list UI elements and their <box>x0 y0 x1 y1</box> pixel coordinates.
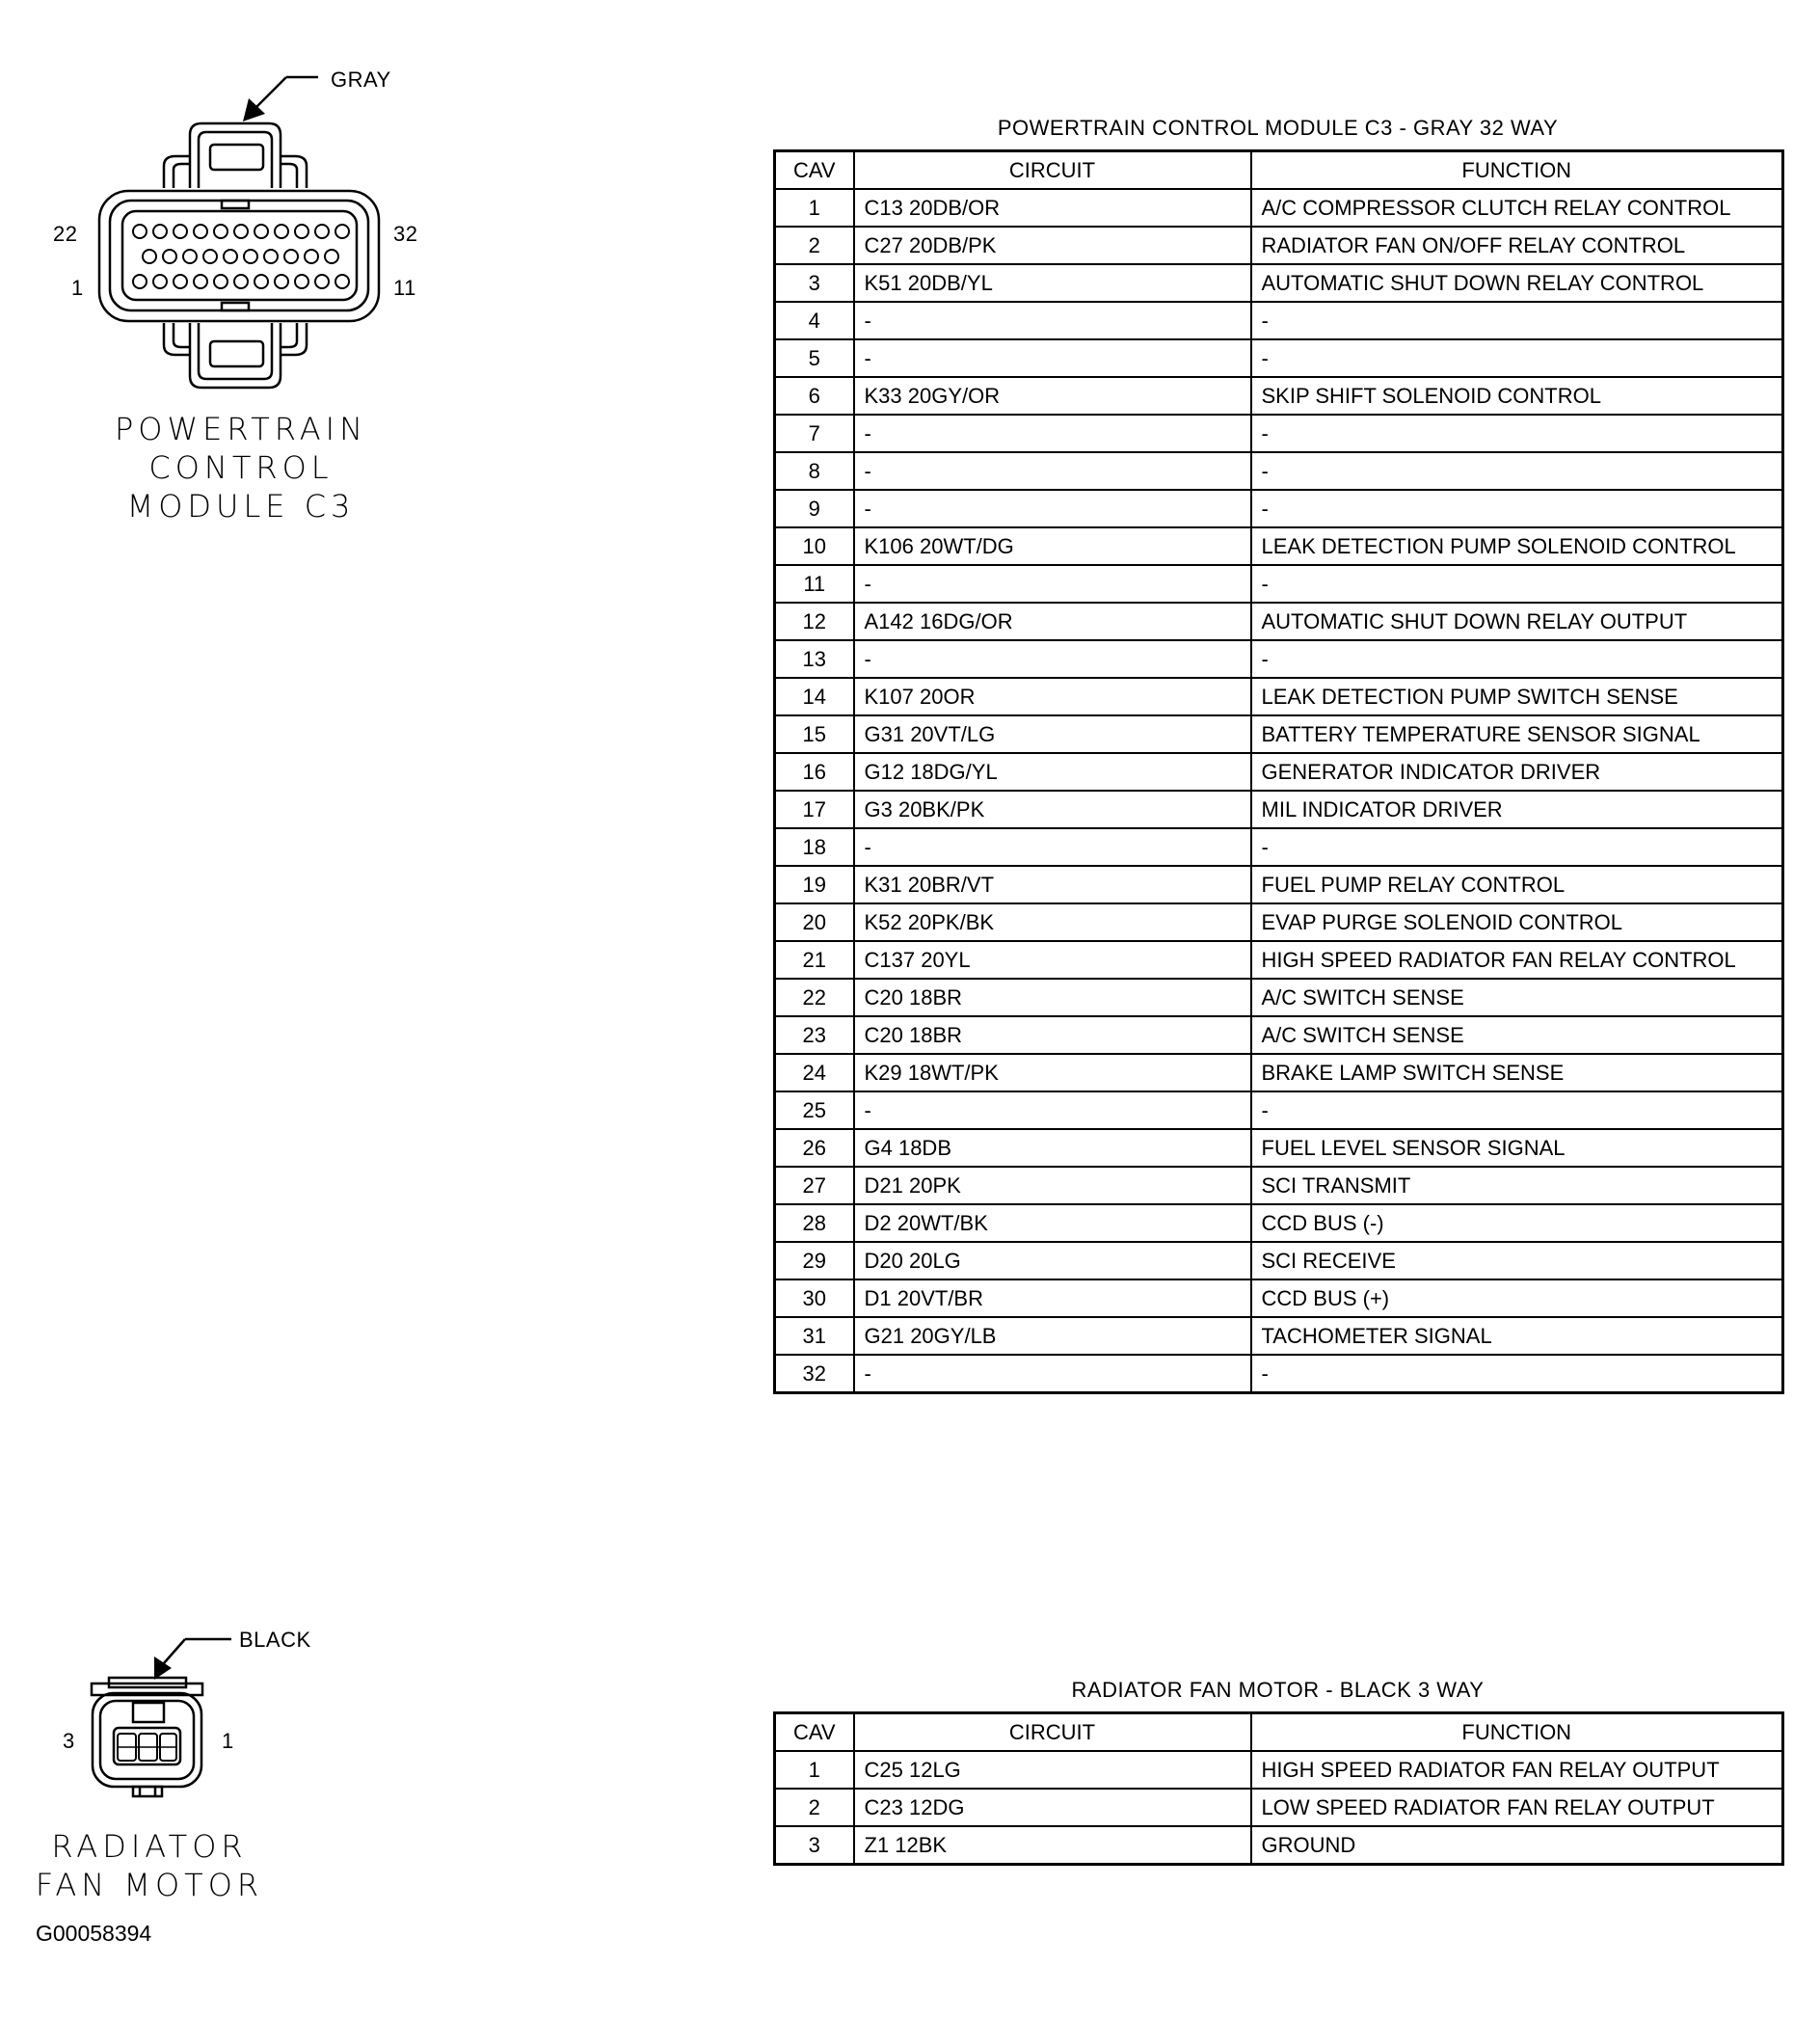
cell-circuit: D20 20LG <box>854 1242 1251 1279</box>
cell-function: FUEL LEVEL SENSOR SIGNAL <box>1251 1129 1783 1167</box>
cell-function: - <box>1251 452 1783 490</box>
cell-function: A/C SWITCH SENSE <box>1251 1016 1783 1054</box>
table-row <box>775 1751 1783 1789</box>
cell-cav: 13 <box>775 640 854 678</box>
table-row <box>775 227 1783 264</box>
table-row <box>775 1317 1783 1355</box>
cell-circuit: - <box>854 302 1251 339</box>
table-row <box>775 715 1783 753</box>
cell-function: RADIATOR FAN ON/OFF RELAY CONTROL <box>1251 227 1783 264</box>
pin-label-3: 3 <box>63 1729 75 1753</box>
cell-circuit: D21 20PK <box>854 1167 1251 1204</box>
cell-circuit: C137 20YL <box>854 941 1251 979</box>
table-row <box>775 640 1783 678</box>
cell-function: A/C COMPRESSOR CLUTCH RELAY CONTROL <box>1251 189 1783 227</box>
table-row <box>775 828 1783 866</box>
cell-circuit: K106 20WT/DG <box>854 527 1251 565</box>
pcm-connector-caption <box>96 410 386 525</box>
cell-circuit: - <box>854 452 1251 490</box>
table-row <box>775 1091 1783 1129</box>
cell-cav: 2 <box>775 1789 854 1826</box>
cell-cav: 15 <box>775 715 854 753</box>
cell-cav: 3 <box>775 264 854 302</box>
table-row <box>775 1242 1783 1279</box>
caption-line: POWERTRAIN <box>115 411 367 447</box>
cell-cav: 24 <box>775 1054 854 1091</box>
pin-grid <box>133 225 349 288</box>
table-row <box>775 415 1783 452</box>
cell-function: GROUND <box>1251 1826 1783 1865</box>
table-row <box>775 1279 1783 1317</box>
cell-function: GENERATOR INDICATOR DRIVER <box>1251 753 1783 791</box>
cell-function: - <box>1251 490 1783 527</box>
cell-circuit: - <box>854 565 1251 603</box>
header-cav: CAV <box>775 1713 854 1752</box>
table-row <box>775 791 1783 828</box>
cell-cav: 10 <box>775 527 854 565</box>
table-row <box>775 1789 1783 1826</box>
cell-circuit: K33 20GY/OR <box>854 377 1251 415</box>
cell-circuit: G31 20VT/LG <box>854 715 1251 753</box>
cell-circuit: - <box>854 339 1251 377</box>
pin-label-32: 32 <box>393 222 418 246</box>
cell-cav: 1 <box>775 189 854 227</box>
table-row <box>775 302 1783 339</box>
cell-function: - <box>1251 415 1783 452</box>
cell-circuit: C20 18BR <box>854 979 1251 1016</box>
cell-circuit: - <box>854 1355 1251 1393</box>
table-row <box>775 490 1783 527</box>
cell-cav: 20 <box>775 903 854 941</box>
cell-function: EVAP PURGE SOLENOID CONTROL <box>1251 903 1783 941</box>
cell-function: - <box>1251 565 1783 603</box>
header-function: FUNCTION <box>1251 1713 1783 1752</box>
cell-circuit: C25 12LG <box>854 1751 1251 1789</box>
cell-circuit: G4 18DB <box>854 1129 1251 1167</box>
cell-circuit: - <box>854 415 1251 452</box>
cell-function: HIGH SPEED RADIATOR FAN RELAY CONTROL <box>1251 941 1783 979</box>
table-row <box>775 377 1783 415</box>
cell-function: BRAKE LAMP SWITCH SENSE <box>1251 1054 1783 1091</box>
caption-line: CONTROL <box>148 449 334 486</box>
table-header-row <box>775 151 1783 190</box>
cell-function: SCI TRANSMIT <box>1251 1167 1783 1204</box>
cell-function: BATTERY TEMPERATURE SENSOR SIGNAL <box>1251 715 1783 753</box>
cell-circuit: C13 20DB/OR <box>854 189 1251 227</box>
cell-cav: 21 <box>775 941 854 979</box>
cell-function: SCI RECEIVE <box>1251 1242 1783 1279</box>
fan-connector-color-label: BLACK <box>239 1628 311 1652</box>
table-header-row <box>775 1713 1783 1752</box>
cell-circuit: Z1 12BK <box>854 1826 1251 1865</box>
cell-function: - <box>1251 1091 1783 1129</box>
cell-function: - <box>1251 828 1783 866</box>
table-row <box>775 565 1783 603</box>
cell-cav: 12 <box>775 603 854 640</box>
cell-circuit: K29 18WT/PK <box>854 1054 1251 1091</box>
header-function: FUNCTION <box>1251 151 1783 190</box>
cell-function: AUTOMATIC SHUT DOWN RELAY OUTPUT <box>1251 603 1783 640</box>
cell-circuit: - <box>854 640 1251 678</box>
cell-function: CCD BUS (+) <box>1251 1279 1783 1317</box>
table-row <box>775 678 1783 715</box>
header-circuit: CIRCUIT <box>854 151 1251 190</box>
cell-cav: 3 <box>775 1826 854 1865</box>
cell-function: - <box>1251 640 1783 678</box>
cell-circuit: G12 18DG/YL <box>854 753 1251 791</box>
cell-function: MIL INDICATOR DRIVER <box>1251 791 1783 828</box>
cell-circuit: D1 20VT/BR <box>854 1279 1251 1317</box>
cell-cav: 23 <box>775 1016 854 1054</box>
cell-circuit: K31 20BR/VT <box>854 866 1251 903</box>
table-row <box>775 1167 1783 1204</box>
caption-line: MODULE C3 <box>126 488 356 525</box>
table-row <box>775 866 1783 903</box>
caption-line: RADIATOR <box>51 1828 248 1865</box>
table-row <box>775 979 1783 1016</box>
cell-function: - <box>1251 1355 1783 1393</box>
pcm-pinout-table <box>773 149 1784 1394</box>
cell-function: - <box>1251 302 1783 339</box>
cell-cav: 32 <box>775 1355 854 1393</box>
cell-circuit: G21 20GY/LB <box>854 1317 1251 1355</box>
cell-function: SKIP SHIFT SOLENOID CONTROL <box>1251 377 1783 415</box>
pcm-c3-connector-icon <box>99 123 379 388</box>
cell-circuit: A142 16DG/OR <box>854 603 1251 640</box>
cell-cav: 6 <box>775 377 854 415</box>
cell-function: HIGH SPEED RADIATOR FAN RELAY OUTPUT <box>1251 1751 1783 1789</box>
table-row <box>775 1129 1783 1167</box>
cell-circuit: G3 20BK/PK <box>854 791 1251 828</box>
cell-cav: 1 <box>775 1751 854 1789</box>
cell-cav: 18 <box>775 828 854 866</box>
cell-cav: 14 <box>775 678 854 715</box>
cell-function: LEAK DETECTION PUMP SOLENOID CONTROL <box>1251 527 1783 565</box>
cell-function: FUEL PUMP RELAY CONTROL <box>1251 866 1783 903</box>
cell-cav: 5 <box>775 339 854 377</box>
cell-function: CCD BUS (-) <box>1251 1204 1783 1242</box>
cell-circuit: - <box>854 1091 1251 1129</box>
figure-id: G00058394 <box>36 1921 152 1946</box>
pin-label-1: 1 <box>71 276 84 300</box>
cell-function: LOW SPEED RADIATOR FAN RELAY OUTPUT <box>1251 1789 1783 1826</box>
cell-circuit: K52 20PK/BK <box>854 903 1251 941</box>
header-cav: CAV <box>775 151 854 190</box>
cell-cav: 2 <box>775 227 854 264</box>
table-row <box>775 903 1783 941</box>
cell-cav: 22 <box>775 979 854 1016</box>
cell-function: TACHOMETER SIGNAL <box>1251 1317 1783 1355</box>
table-row <box>775 1054 1783 1091</box>
cell-cav: 9 <box>775 490 854 527</box>
gray-leader-arrow-icon <box>243 77 318 121</box>
pcm-table-title: POWERTRAIN CONTROL MODULE C3 - GRAY 32 WAY <box>997 116 1559 140</box>
pin-label-1-fan: 1 <box>222 1729 234 1753</box>
cell-circuit: C27 20DB/PK <box>854 227 1251 264</box>
cell-function: LEAK DETECTION PUMP SWITCH SENSE <box>1251 678 1783 715</box>
black-leader-arrow-icon <box>154 1639 231 1680</box>
table-row <box>775 1016 1783 1054</box>
cell-cav: 29 <box>775 1242 854 1279</box>
fan-connector-caption <box>29 1827 270 1904</box>
cell-circuit: K51 20DB/YL <box>854 264 1251 302</box>
table-row <box>775 264 1783 302</box>
cell-cav: 7 <box>775 415 854 452</box>
cell-cav: 25 <box>775 1091 854 1129</box>
cell-circuit: - <box>854 490 1251 527</box>
radiator-fan-connector-icon <box>92 1678 202 1796</box>
cell-cav: 11 <box>775 565 854 603</box>
cell-circuit: K107 20OR <box>854 678 1251 715</box>
table-row <box>775 1355 1783 1393</box>
table-row <box>775 339 1783 377</box>
cell-cav: 30 <box>775 1279 854 1317</box>
cell-circuit: - <box>854 828 1251 866</box>
fan-pinout-table <box>773 1711 1784 1866</box>
fan-table-title: RADIATOR FAN MOTOR - BLACK 3 WAY <box>1071 1678 1485 1702</box>
table-row <box>775 189 1783 227</box>
cell-cav: 31 <box>775 1317 854 1355</box>
cell-cav: 26 <box>775 1129 854 1167</box>
cell-circuit: D2 20WT/BK <box>854 1204 1251 1242</box>
cell-cav: 8 <box>775 452 854 490</box>
cell-cav: 19 <box>775 866 854 903</box>
table-row <box>775 603 1783 640</box>
pin-label-11: 11 <box>393 276 416 300</box>
cell-cav: 28 <box>775 1204 854 1242</box>
cell-cav: 27 <box>775 1167 854 1204</box>
cell-cav: 4 <box>775 302 854 339</box>
table-row <box>775 527 1783 565</box>
table-row <box>775 1204 1783 1242</box>
cell-function: - <box>1251 339 1783 377</box>
table-row <box>775 941 1783 979</box>
header-circuit: CIRCUIT <box>854 1713 1251 1752</box>
cell-cav: 16 <box>775 753 854 791</box>
table-row <box>775 452 1783 490</box>
table-row <box>775 753 1783 791</box>
cell-circuit: C20 18BR <box>854 1016 1251 1054</box>
cell-cav: 17 <box>775 791 854 828</box>
cell-function: AUTOMATIC SHUT DOWN RELAY CONTROL <box>1251 264 1783 302</box>
cell-circuit: C23 12DG <box>854 1789 1251 1826</box>
caption-line: FAN MOTOR <box>35 1867 264 1903</box>
pin-label-22: 22 <box>53 222 78 246</box>
table-row <box>775 1826 1783 1865</box>
cell-function: A/C SWITCH SENSE <box>1251 979 1783 1016</box>
pcm-connector-color-label: GRAY <box>331 67 391 92</box>
